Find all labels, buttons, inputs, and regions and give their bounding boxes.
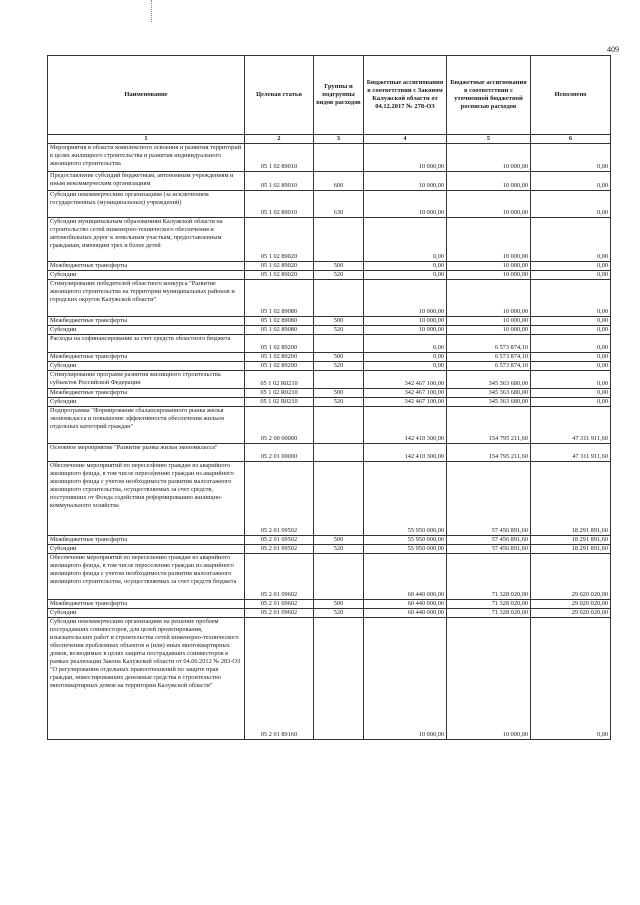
row-executed: 18 291 891,60	[531, 536, 611, 545]
table-row	[48, 218, 611, 262]
row-budget-law: 10 000,00	[364, 280, 447, 317]
row-name: Субсидии муниципальным образованиям Калужской области на строительство сетей инженерно-технического обеспечения и автомобильных дорог к земельным участкам, предоставленным гражданам, имеющим трех и более детей	[48, 218, 245, 262]
row-budget-refined: 57 456 891,60	[447, 545, 531, 554]
table-row	[48, 280, 611, 317]
budget-table	[47, 55, 611, 740]
row-budget-law: 0,00	[364, 335, 447, 353]
row-target-article: 05 2 01 00000	[245, 444, 314, 462]
table-row	[48, 389, 611, 398]
row-executed: 0,00	[531, 371, 611, 389]
row-budget-refined: 10 000,00	[447, 618, 531, 740]
row-budget-law: 142 410 300,00	[364, 444, 447, 462]
row-budget-refined: 10 000,00	[447, 262, 531, 271]
row-target-article: 05 1 02 89020	[245, 271, 314, 280]
column-number: 4	[364, 135, 447, 144]
row-budget-refined: 10 000,00	[447, 218, 531, 262]
row-budget-refined: 345 363 680,00	[447, 389, 531, 398]
header-budget-law: Бюджетные ассигнования в соответствии с Законом Калужской области от 04.12.2017 № 278-ОЗ	[364, 56, 447, 135]
row-executed: 0,00	[531, 317, 611, 326]
table-row	[48, 618, 611, 740]
table-row	[48, 600, 611, 609]
row-target-article: 05 2 01 09502	[245, 545, 314, 554]
row-target-article: 05 1 02 89020	[245, 262, 314, 271]
row-budget-refined: 10 000,00	[447, 280, 531, 317]
row-expense-group	[314, 335, 364, 353]
row-expense-group: 500	[314, 600, 364, 609]
row-name: Стимулирование программ развития жилищного строительства субъектов Российской Федерации	[48, 371, 245, 389]
row-name: Межбюджетные трансферты	[48, 600, 245, 609]
row-name: Межбюджетные трансферты	[48, 389, 245, 398]
row-name: Расходы на софинансирование за счет средств областного бюджета	[48, 335, 245, 353]
table-row	[48, 398, 611, 407]
row-name: Субсидии	[48, 326, 245, 335]
row-name: Обеспечение мероприятий по переселению граждан из аварийного жилищного фонда, в том числе переселению граждан из аварийного жилищного фонда с учетом необходимости развития малоэтажного жилищного строительства, осуществляемых за счет средств бюджета	[48, 554, 245, 600]
row-budget-law: 10 000,00	[364, 326, 447, 335]
scan-artifact	[151, 0, 154, 22]
row-expense-group: 520	[314, 545, 364, 554]
row-name: Межбюджетные трансферты	[48, 353, 245, 362]
row-budget-law: 142 410 300,00	[364, 407, 447, 444]
row-name: Субсидии	[48, 398, 245, 407]
row-executed: 0,00	[531, 326, 611, 335]
row-expense-group	[314, 462, 364, 536]
row-target-article: 05 1 02 89020	[245, 218, 314, 262]
row-target-article: 05 1 02 89200	[245, 362, 314, 371]
row-target-article: 05 1 02 89080	[245, 317, 314, 326]
row-budget-law: 60 440 000,00	[364, 600, 447, 609]
row-name: Предоставление субсидий бюджетным, автономным учреждениям и иным некоммерческим организациям	[48, 172, 245, 191]
table-row	[48, 317, 611, 326]
page-number: 409	[607, 45, 619, 54]
row-expense-group	[314, 218, 364, 262]
row-executed: 0,00	[531, 271, 611, 280]
row-expense-group: 520	[314, 362, 364, 371]
header-budget-refined: Бюджетные ассигнования в соответствии с уточненной бюджетной росписью расходов	[447, 56, 531, 135]
table-row	[48, 462, 611, 536]
row-budget-refined: 71 328 020,00	[447, 600, 531, 609]
row-budget-law: 55 950 000,00	[364, 462, 447, 536]
column-number: 6	[531, 135, 611, 144]
row-budget-law: 60 440 000,00	[364, 554, 447, 600]
row-expense-group: 600	[314, 172, 364, 191]
table-row	[48, 271, 611, 280]
row-budget-law: 342 467 100,00	[364, 389, 447, 398]
table-row	[48, 144, 611, 172]
row-expense-group: 500	[314, 317, 364, 326]
header-target-article: Целевая статья	[245, 56, 314, 135]
column-number: 2	[245, 135, 314, 144]
row-budget-law: 342 467 100,00	[364, 398, 447, 407]
row-budget-law: 0,00	[364, 271, 447, 280]
row-executed: 0,00	[531, 335, 611, 353]
row-executed: 29 020 020,00	[531, 554, 611, 600]
header-name: Наименование	[48, 56, 245, 135]
table-row	[48, 353, 611, 362]
row-budget-law: 10 000,00	[364, 317, 447, 326]
row-target-article: 05 2 01 09602	[245, 554, 314, 600]
row-name: Субсидии	[48, 545, 245, 554]
row-executed: 0,00	[531, 144, 611, 172]
row-budget-refined: 57 456 891,60	[447, 462, 531, 536]
row-executed: 0,00	[531, 218, 611, 262]
row-target-article: 05 1 02 89200	[245, 353, 314, 362]
row-target-article: 05 2 01 89160	[245, 618, 314, 740]
row-expense-group: 500	[314, 536, 364, 545]
row-expense-group	[314, 554, 364, 600]
row-target-article: 05 2 01 09502	[245, 536, 314, 545]
table-row	[48, 172, 611, 191]
row-target-article: 05 2 00 00000	[245, 407, 314, 444]
row-budget-refined: 345 363 680,00	[447, 398, 531, 407]
row-expense-group: 500	[314, 389, 364, 398]
table-row	[48, 262, 611, 271]
header-expense-group: Группы и подгруппы видов расходов	[314, 56, 364, 135]
row-name: Основное мероприятие "Развитие рынка жилья экономкласса"	[48, 444, 245, 462]
row-executed: 0,00	[531, 618, 611, 740]
row-expense-group	[314, 407, 364, 444]
row-executed: 0,00	[531, 389, 611, 398]
row-budget-refined: 154 795 211,60	[447, 444, 531, 462]
row-target-article: 05 2 01 09602	[245, 609, 314, 618]
row-executed: 47 311 911,60	[531, 444, 611, 462]
row-budget-law: 10 000,00	[364, 144, 447, 172]
row-target-article: 05 2 01 09502	[245, 462, 314, 536]
row-target-article: 05 1 02 89010	[245, 172, 314, 191]
row-budget-law: 342 467 100,00	[364, 371, 447, 389]
row-executed: 0,00	[531, 398, 611, 407]
row-expense-group: 500	[314, 353, 364, 362]
row-target-article: 05 1 02 R0210	[245, 398, 314, 407]
row-budget-law: 10 000,00	[364, 172, 447, 191]
row-budget-law: 10 000,00	[364, 191, 447, 218]
row-name: Субсидии некоммерческим организациям на решение проблем пострадавших соинвесторов, для целей проектирования, изыскательских работ и строительства сетей инженерно-технического обеспечения проблемных объектов и (или) иных многоквартирных домов, возводимых в целях защиты пострадавших соинвесторов в рамках реализации Закона Калужской области от 04.06.2012 № 283-ОЗ "О регулировании отдельных правоотношений по защите прав граждан, инвестировавших денежные средства в строительство многоквартирных домов на территории Калужской области"	[48, 618, 245, 740]
table-row	[48, 335, 611, 353]
row-executed: 0,00	[531, 191, 611, 218]
table-row	[48, 545, 611, 554]
row-name: Субсидии	[48, 362, 245, 371]
row-expense-group	[314, 280, 364, 317]
table-row	[48, 407, 611, 444]
row-name: Субсидии некоммерческим организациям (за исключением государственных (муниципальных) учреждений)	[48, 191, 245, 218]
row-budget-refined: 154 795 211,60	[447, 407, 531, 444]
column-number-row	[48, 135, 611, 144]
table-row	[48, 536, 611, 545]
row-expense-group	[314, 444, 364, 462]
row-budget-refined: 10 000,00	[447, 271, 531, 280]
row-name: Субсидии	[48, 609, 245, 618]
row-budget-law: 0,00	[364, 262, 447, 271]
row-name: Субсидии	[48, 271, 245, 280]
row-executed: 47 311 911,60	[531, 407, 611, 444]
row-budget-refined: 345 363 680,00	[447, 371, 531, 389]
row-budget-refined: 10 000,00	[447, 317, 531, 326]
row-budget-refined: 71 328 020,00	[447, 554, 531, 600]
row-expense-group	[314, 618, 364, 740]
row-executed: 29 020 020,00	[531, 600, 611, 609]
row-target-article: 05 1 02 R0210	[245, 371, 314, 389]
table-row	[48, 609, 611, 618]
row-budget-refined: 6 573 874,10	[447, 362, 531, 371]
row-name: Обеспечение мероприятий по переселению граждан из аварийного жилищного фонда, в том числе переселению граждан из аварийного жилищного фонда с учетом необходимости развития малоэтажного жилищного строительства, осуществляемых за счет средств, поступивших от Фонда содействия реформированию жилищно-коммунального хозяйства	[48, 462, 245, 536]
row-executed: 0,00	[531, 353, 611, 362]
row-name: Стимулирование победителей областного конкурса "Развитие жилищного строительства на территории муниципальных районов и городских округов Калужской области"	[48, 280, 245, 317]
row-executed: 0,00	[531, 172, 611, 191]
header-row	[48, 56, 611, 135]
row-expense-group: 630	[314, 191, 364, 218]
row-expense-group: 520	[314, 271, 364, 280]
row-name: Межбюджетные трансферты	[48, 317, 245, 326]
row-name: Межбюджетные трансферты	[48, 262, 245, 271]
row-budget-law: 55 950 000,00	[364, 545, 447, 554]
row-name: Мероприятия в области комплексного освоения и развития территорий в целях жилищного строительства и развития индивидуального жилищного строительства	[48, 144, 245, 172]
header-executed: Исполнено	[531, 56, 611, 135]
row-target-article: 05 1 02 89010	[245, 191, 314, 218]
row-executed: 18 291 891,60	[531, 462, 611, 536]
row-name: Межбюджетные трансферты	[48, 536, 245, 545]
column-number: 5	[447, 135, 531, 144]
row-expense-group	[314, 144, 364, 172]
row-target-article: 05 2 01 09602	[245, 600, 314, 609]
table-row	[48, 371, 611, 389]
row-expense-group	[314, 371, 364, 389]
row-budget-law: 0,00	[364, 353, 447, 362]
column-number: 1	[48, 135, 245, 144]
row-target-article: 05 1 02 89200	[245, 335, 314, 353]
row-executed: 0,00	[531, 362, 611, 371]
row-expense-group: 520	[314, 609, 364, 618]
row-target-article: 05 1 02 89010	[245, 144, 314, 172]
row-expense-group: 520	[314, 326, 364, 335]
row-expense-group: 500	[314, 262, 364, 271]
row-target-article: 05 1 02 R0210	[245, 389, 314, 398]
row-executed: 29 020 020,00	[531, 609, 611, 618]
row-executed: 0,00	[531, 262, 611, 271]
row-budget-law: 60 440 000,00	[364, 609, 447, 618]
row-budget-law: 55 950 000,00	[364, 536, 447, 545]
row-budget-refined: 10 000,00	[447, 172, 531, 191]
table-row	[48, 191, 611, 218]
row-budget-law: 0,00	[364, 362, 447, 371]
row-budget-refined: 6 573 874,10	[447, 335, 531, 353]
row-budget-refined: 71 328 020,00	[447, 609, 531, 618]
row-executed: 0,00	[531, 280, 611, 317]
row-budget-law: 10 000,00	[364, 618, 447, 740]
row-target-article: 05 1 02 89080	[245, 280, 314, 317]
table-row	[48, 554, 611, 600]
row-budget-refined: 10 000,00	[447, 191, 531, 218]
row-name: Подпрограмма "Формирование сбалансированного рынка жилья экономкласса и повышение эффективности обеспечения жильем отдельных категорий граждан"	[48, 407, 245, 444]
row-budget-refined: 57 456 891,60	[447, 536, 531, 545]
table-row	[48, 362, 611, 371]
row-budget-refined: 10 000,00	[447, 144, 531, 172]
table-row	[48, 326, 611, 335]
row-budget-refined: 10 000,00	[447, 326, 531, 335]
row-expense-group: 520	[314, 398, 364, 407]
row-budget-law: 0,00	[364, 218, 447, 262]
row-budget-refined: 6 573 874,10	[447, 353, 531, 362]
table-body	[48, 144, 611, 740]
row-target-article: 05 1 02 89080	[245, 326, 314, 335]
column-number: 3	[314, 135, 364, 144]
row-executed: 18 291 891,60	[531, 545, 611, 554]
table-row	[48, 444, 611, 462]
